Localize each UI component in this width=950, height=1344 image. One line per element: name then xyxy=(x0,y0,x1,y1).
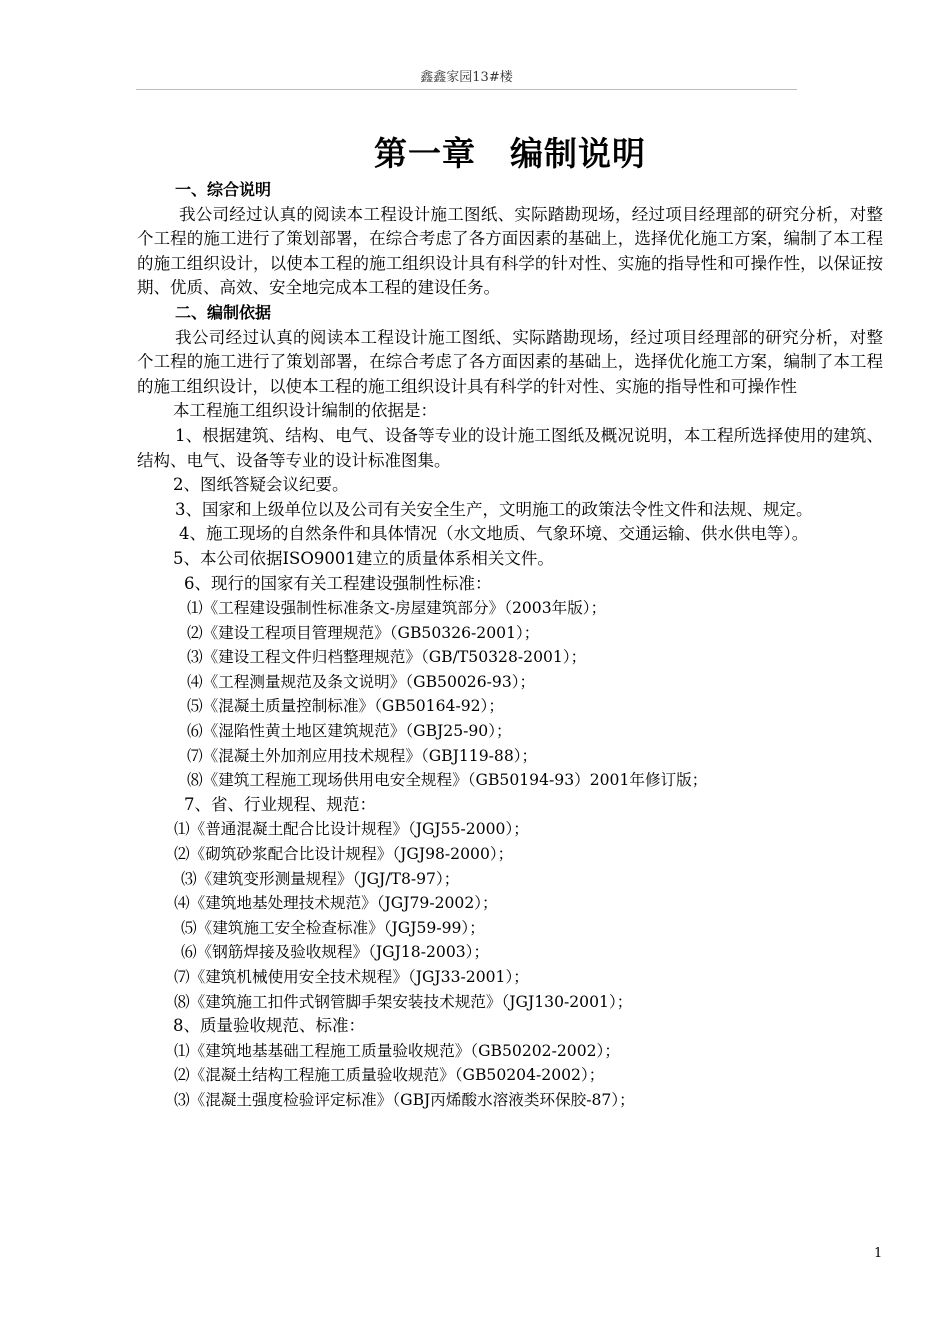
regulation-list-item: ⑶《建筑变形测量规程》（JGJ/T8-97）； xyxy=(181,869,460,888)
basis-intro: 本工程施工组织设计编制的依据是： xyxy=(173,401,437,421)
section2-heading: 二、编制依据 xyxy=(175,302,272,322)
regulation-list-item: ⑵《砌筑砂浆配合比设计规程》（JGJ98-2000）； xyxy=(174,845,514,864)
chapter-title: 第一章 编制说明 xyxy=(374,134,646,173)
acceptance-list-item: ⑶《混凝土强度检验评定标准》（GBJ丙烯酸水溶液类环保胶-87）； xyxy=(174,1090,635,1109)
standard-list-item: ⑸《混凝土质量控制标准》（GB50164-92）； xyxy=(187,697,504,716)
document-body xyxy=(137,178,883,1113)
standard-list-item: ⑹《湿陷性黄土地区建筑规范》（GBJ25-90）； xyxy=(187,722,512,741)
page-header: 鑫鑫家园13#楼 xyxy=(420,70,513,85)
regulation-list-item: ⑷《建筑地基处理技术规范》（JGJ79-2002）； xyxy=(174,894,498,913)
standard-list-item: ⑶《建设工程文件归档整理规范》（GB/T50328-2001）； xyxy=(187,648,587,667)
basis-item-1: 1、根据建筑、结构、电气、设备等专业的设计施工图纸及概况说明，本工程所选择使用的建筑、结构、电气、设备等专业的设计标准图集。 xyxy=(137,425,883,470)
standard-list-item: ⑻《建筑工程施工现场供用电安全规程》（GB50194-93）2001年修订版； xyxy=(187,771,708,790)
section1-heading: 一、综合说明 xyxy=(175,180,272,199)
header-divider xyxy=(136,89,797,90)
basis-item-5: 5、本公司依据ISO9001建立的质量体系相关文件。 xyxy=(173,548,554,568)
basis-item-4: 4、施工现场的自然条件和具体情况（水文地质、气象环境、交通运输、供水供电等）。 xyxy=(179,524,809,544)
page-number: 1 xyxy=(874,1246,883,1261)
acceptance-list-item: ⑵《混凝土结构工程施工质量验收规范》（GB50204-2002）； xyxy=(174,1066,605,1085)
basis-item-6: 6、现行的国家有关工程建设强制性标准： xyxy=(184,573,492,593)
standard-list-item: ⑵《建设工程项目管理规范》（GB50326-2001）； xyxy=(187,623,540,642)
standard-list-item: ⑷《工程测量规范及条文说明》（GB50026-93）； xyxy=(187,672,536,691)
basis-item-7: 7、省、行业规程、规范： xyxy=(184,794,376,814)
regulation-list-item: ⑸《建筑施工安全检查标准》（JGJ59-99）； xyxy=(181,918,485,937)
regulation-list-item: ⑺《建筑机械使用安全技术规程》（JGJ33-2001）； xyxy=(174,968,529,986)
basis-item-8: 8、质量验收规范、标准： xyxy=(173,1016,365,1036)
regulation-list-item: ⑹《钢筋焊接及验收规程》（JGJ18-2003）； xyxy=(181,943,490,962)
basis-item-2: 2、图纸答疑会议纪要。 xyxy=(173,475,349,495)
section1-paragraph: 我公司经过认真的阅读本工程设计施工图纸、实际踏勘现场，经过项目经理部的研究分析，对整个工程的施工进行了策划部署，在综合考虑了各方面因素的基础上，选择优化施工方案，编制了本工程的施工组织设计，以使本工程的施工组织设计具有科学的针对性、实施的指导性和可操作性，以保证按期、优质、高效、安全地完成本工程的建设任务。 xyxy=(137,204,883,298)
basis-item-3: 3、国家和上级单位以及公司有关安全生产，文明施工的政策法令性文件和法规、规定。 xyxy=(175,499,813,519)
standard-list-item: ⑺《混凝土外加剂应用技术规程》（GBJ119-88）； xyxy=(187,746,538,765)
acceptance-list-item: ⑴《建筑地基基础工程施工质量验收规范》（GB50202-2002）； xyxy=(174,1041,620,1060)
section2-paragraph: 我公司经过认真的阅读本工程设计施工图纸、实际踏勘现场，经过项目经理部的研究分析，对整个工程的施工进行了策划部署，在综合考虑了各方面因素的基础上，选择优化施工方案，编制了本工程的施工组织设计，以使本工程的施工组织设计具有科学的针对性、实施的指导性和可操作性 xyxy=(137,327,883,396)
standard-list-item: ⑴《工程建设强制性标准条文-房屋建筑部分》（2003年版）； xyxy=(187,599,607,618)
regulation-list-item: ⑻《建筑施工扣件式钢管脚手架安装技术规范》（JGJ130-2001）； xyxy=(174,992,633,1011)
regulation-list-item: ⑴《普通混凝土配合比设计规程》（JGJ55-2000）； xyxy=(174,820,529,839)
